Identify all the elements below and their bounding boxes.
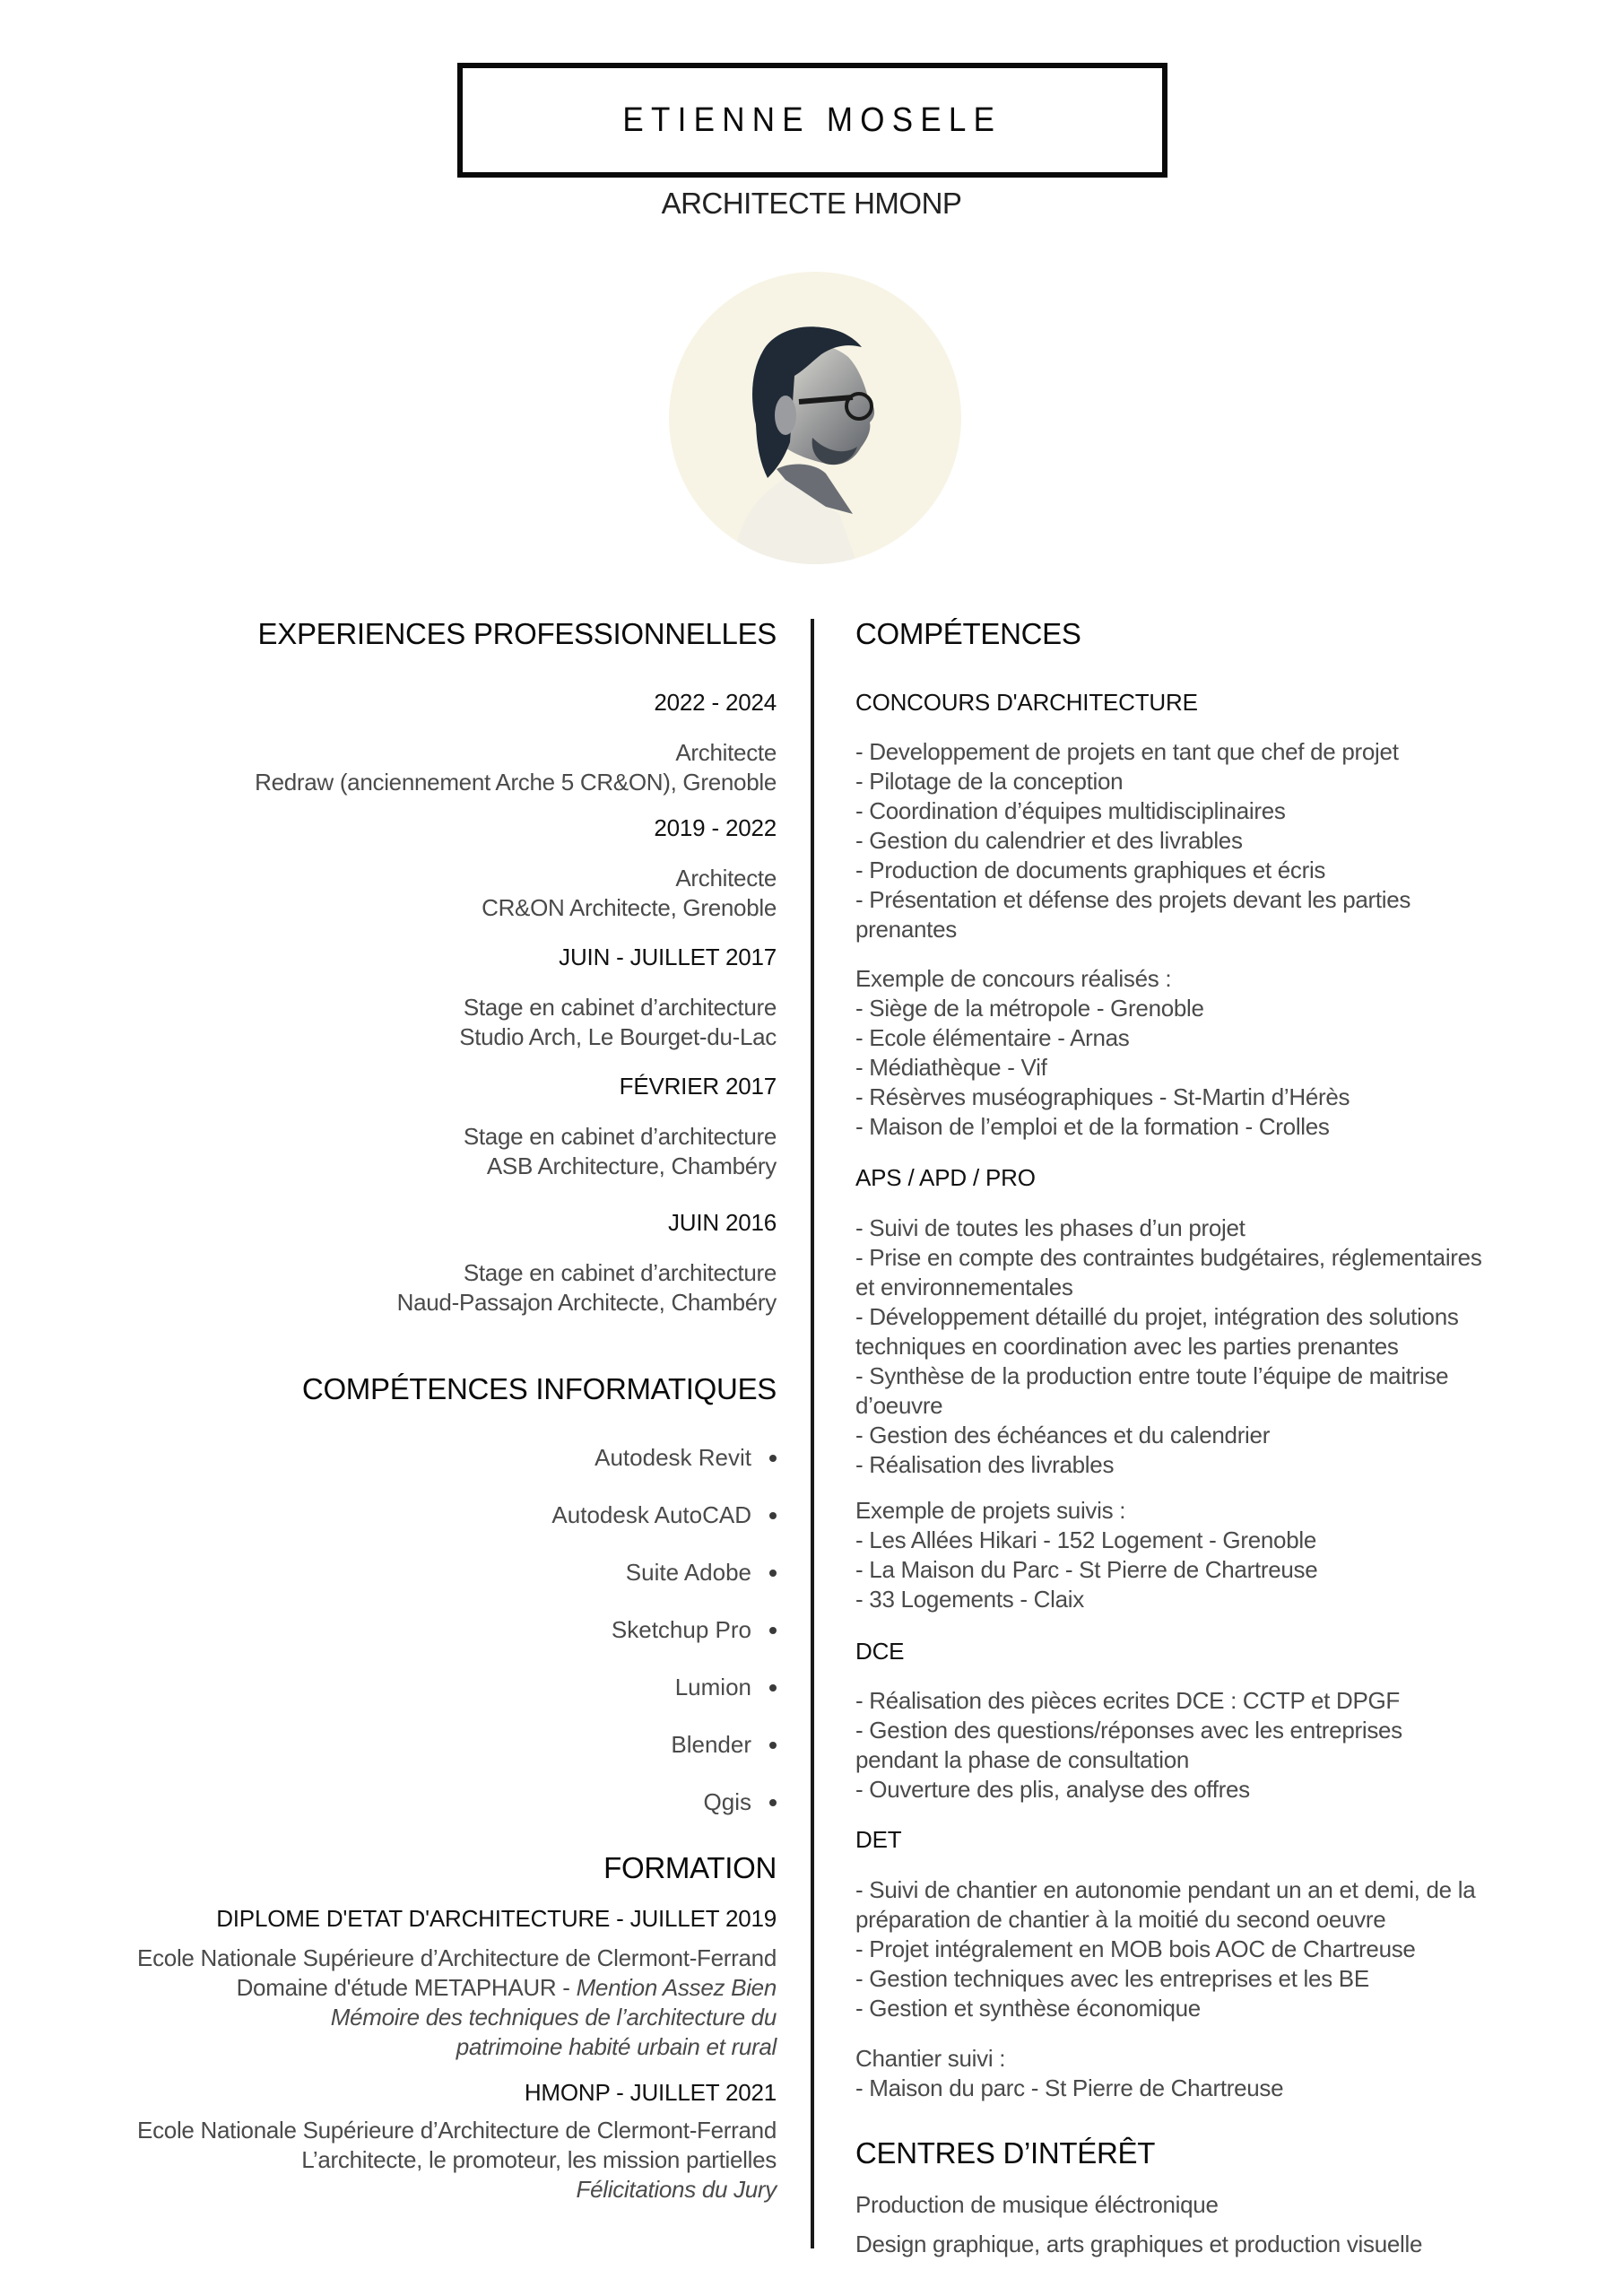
software-item — [612, 1616, 777, 1644]
experience-company: Studio Arch, Le Bourget-du-Lac — [459, 1023, 777, 1050]
bullet-icon — [769, 1570, 777, 1577]
skills-list-concours: - Developpement de projets en tant que chef de projet - Pilotage de la conception - Coordination d’équipes multidisciplinaires - Gestion du calendrier et des livrables - Production de documents graphiques et écris - Présentation et défense des projets devant les parties prenantes — [855, 738, 1411, 943]
name-box — [457, 63, 1167, 178]
education-school: Ecole Nationale Supérieure d’Architecture de Clermont-Ferrand — [137, 1944, 777, 1971]
software-name: Autodesk AutoCAD — [551, 1501, 751, 1528]
skills-subheading-dce: DCE — [855, 1638, 905, 1665]
software-name: Autodesk Revit — [595, 1444, 751, 1471]
experience-company: CR&ON Architecte, Grenoble — [482, 894, 777, 921]
experience-role: Stage en cabinet d’architecture — [463, 1259, 777, 1286]
software-item — [704, 1788, 777, 1816]
experience-role: Architecte — [675, 739, 777, 766]
interest-item: Design graphique, arts graphiques et production visuelle — [855, 2231, 1423, 2257]
software-item — [626, 1559, 777, 1587]
education-thesis: Mémoire des techniques de l’architecture du — [330, 2004, 777, 2031]
software-item — [595, 1444, 777, 1472]
skills-subheading-det: DET — [855, 1826, 902, 1853]
candidate-name: ETIENNE MOSELE — [622, 100, 1002, 139]
profile-photo — [669, 272, 961, 564]
software-name: Blender — [671, 1731, 751, 1758]
experience-company: Naud-Passajon Architecte, Chambéry — [396, 1289, 777, 1316]
software-item — [671, 1731, 777, 1759]
education-heading: FORMATION — [603, 1851, 777, 1884]
experience-role: Architecte — [675, 865, 777, 891]
bullet-icon — [769, 1799, 777, 1806]
software-heading: COMPÉTENCES INFORMATIQUES — [301, 1372, 777, 1405]
experience-date: JUIN - JUILLET 2017 — [559, 944, 777, 970]
software-name: Sketchup Pro — [611, 1616, 751, 1643]
job-title: ARCHITECTE HMONP — [661, 187, 962, 220]
experience-heading: EXPERIENCES PROFESSIONNELLES — [257, 617, 777, 650]
column-divider — [811, 619, 814, 2248]
profile-silhouette-icon — [669, 272, 961, 564]
education-title: HMONP - JUILLET 2021 — [524, 2079, 777, 2106]
education-domain: Domaine d'étude METAPHAUR - Mention Assez Bien — [236, 1974, 777, 2001]
education-title: DIPLOME D'ETAT D'ARCHITECTURE - JUILLET 2019 — [216, 1905, 777, 1932]
experience-date: 2019 - 2022 — [654, 814, 777, 841]
education-school: Ecole Nationale Supérieure d’Architecture de Clermont-Ferrand — [137, 2117, 777, 2144]
skills-sites-det: Chantier suivi : - Maison du parc - St Pierre de Chartreuse — [855, 2045, 1284, 2101]
skills-heading: COMPÉTENCES — [855, 617, 1081, 650]
experience-company: Redraw (anciennement Arche 5 CR&ON), Grenoble — [255, 769, 777, 796]
experience-date: JUIN 2016 — [667, 1209, 777, 1236]
education-subject: L’architecte, le promoteur, les mission partielles — [301, 2146, 777, 2173]
skills-list-aps: - Suivi de toutes les phases d’un projet - Prise en compte des contraintes budgétaires, réglementaires et environnementales - Développement détaillé du projet, intégration des solutions techniques en coordination avec les parties prenantes - Synthèse de la production entre toute l’équipe de maitrise d’oeuvre - Gestion des échéances et du calendrier - Réalisation des livrables — [855, 1214, 1482, 1478]
education-mention: Mention Assez Bien — [576, 1974, 777, 2001]
skills-subheading-aps: APS / APD / PRO — [855, 1164, 1036, 1191]
bullet-icon — [769, 1627, 777, 1634]
experience-date: FÉVRIER 2017 — [619, 1073, 777, 1100]
skills-list-det: - Suivi de chantier en autonomie pendant un an et demi, de la préparation de chantier à la moitié du second oeuvre - Projet intégralement en MOB bois AOC de Chartreuse - Gestion techniques avec les entreprises et les BE - Gestion et synthèse économique — [855, 1876, 1476, 2022]
skills-examples-concours: Exemple de concours réalisés : - Siège de la métropole - Grenoble - Ecole élémentaire - Arnas - Médiathèque - Vif - Résèrves muséographiques - St-Martin d’Hérès - Maison de l’emploi et de la formation - Crolles — [855, 965, 1350, 1140]
skills-list-dce: - Réalisation des pièces ecrites DCE : CCTP et DPGF - Gestion des questions/réponses avec les entreprises pendant la phase de consultation - Ouverture des plis, analyse des offres — [855, 1687, 1402, 1803]
software-item — [675, 1674, 777, 1701]
skills-subheading-concours: CONCOURS D'ARCHITECTURE — [855, 689, 1198, 716]
bullet-icon — [769, 1455, 777, 1462]
bullet-icon — [769, 1742, 777, 1749]
interest-item: Production de musique éléctronique — [855, 2191, 1219, 2218]
bullet-icon — [769, 1684, 777, 1692]
experience-company: ASB Architecture, Chambéry — [486, 1152, 777, 1179]
software-name: Suite Adobe — [625, 1559, 751, 1586]
education-thesis: patrimoine habité urbain et rural — [456, 2033, 777, 2060]
software-name: Qgis — [703, 1788, 751, 1815]
software-name: Lumion — [674, 1674, 751, 1700]
education-mention: Félicitations du Jury — [576, 2176, 777, 2203]
interests-heading: CENTRES D’INTÉRÊT — [855, 2136, 1156, 2170]
experience-role: Stage en cabinet d’architecture — [463, 994, 777, 1021]
experience-date: 2022 - 2024 — [654, 689, 777, 716]
bullet-icon — [769, 1512, 777, 1519]
skills-examples-aps: Exemple de projets suivis : - Les Allées Hikari - 152 Logement - Grenoble - La Maison du Parc - St Pierre de Chartreuse - 33 Logements - Claix — [855, 1497, 1318, 1613]
experience-role: Stage en cabinet d’architecture — [463, 1123, 777, 1150]
software-item — [551, 1501, 777, 1529]
